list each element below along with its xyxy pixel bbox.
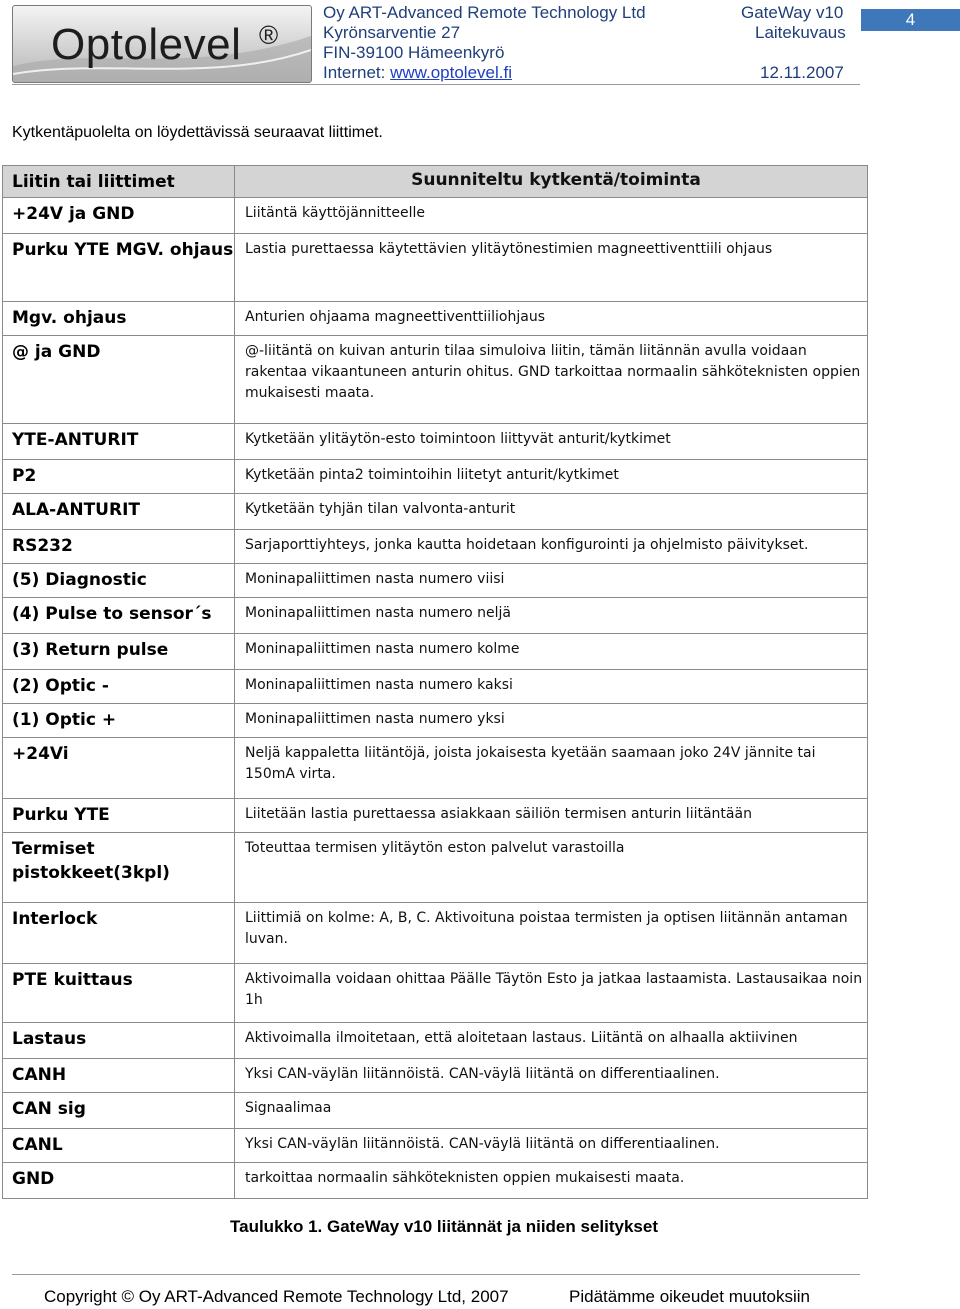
table-row: [3, 494, 868, 530]
connector-cell: +24V ja GND: [3, 198, 235, 234]
description-cell: Yksi CAN-väylän liitännöistä. CAN-väylä liitäntä on differentiaalinen.: [235, 1059, 868, 1093]
description-cell: Signaalimaa: [235, 1093, 868, 1129]
table-row: [3, 670, 868, 704]
description-cell: Liittimiä on kolme: A, B, C. Aktivoituna poistaa termisten ja optisen liitännän antaman luvan.: [235, 903, 868, 964]
connector-cell: YTE-ANTURIT: [3, 424, 235, 460]
description-cell: Anturien ohjaama magneettiventtiiliohjaus: [235, 302, 868, 336]
connector-cell: RS232: [3, 530, 235, 564]
connector-cell: Purku YTE MGV. ohjaus: [3, 234, 235, 302]
description-cell: Liitäntä käyttöjännitteelle: [235, 198, 868, 234]
description-cell: Liitetään lastia purettaessa asiakkaan säiliön termisen anturin liitäntään: [235, 799, 868, 833]
description-cell: @-liitäntä on kuivan anturin tilaa simuloiva liitin, tämän liitännän avulla voidaan rakentaa vikaantuneen anturin ohitus. GND tarkoittaa normaalin sähköteknisten oppien mukaisesti maata.: [235, 336, 868, 424]
description-cell: Yksi CAN-väylän liitännöistä. CAN-väylä liitäntä on differentiaalinen.: [235, 1129, 868, 1163]
document-title: Laitekuvaus: [755, 23, 846, 42]
description-cell: Moninapaliittimen nasta numero kaksi: [235, 670, 868, 704]
document-date: 12.11.2007: [760, 63, 844, 82]
table-caption: Taulukko 1. GateWay v10 liitännät ja niiden selitykset: [230, 1217, 658, 1236]
connector-cell: Mgv. ohjaus: [3, 302, 235, 336]
connector-cell: Purku YTE: [3, 799, 235, 833]
table-row: [3, 234, 868, 302]
connector-cell: (1) Optic +: [3, 704, 235, 738]
connector-cell: PTE kuittaus: [3, 964, 235, 1023]
table-row: [3, 1129, 868, 1163]
column-header-connector: Liitin tai liittimet: [3, 166, 235, 198]
connector-cell: @ ja GND: [3, 336, 235, 424]
description-cell: Moninapaliittimen nasta numero yksi: [235, 704, 868, 738]
connector-cell: CANH: [3, 1059, 235, 1093]
table-row: [3, 336, 868, 424]
company-name: Oy ART-Advanced Remote Technology Ltd: [323, 3, 646, 22]
footer-divider: [12, 1274, 860, 1275]
connector-cell: CAN sig: [3, 1093, 235, 1129]
description-cell: Kytketään pinta2 toimintoihin liitetyt anturit/kytkimet: [235, 460, 868, 494]
table-row: [3, 833, 868, 903]
table-header-row: [3, 166, 868, 198]
product-name: GateWay v10: [741, 3, 844, 22]
optolevel-logo: [12, 5, 312, 83]
rights-notice: Pidätämme oikeudet muutoksiin: [569, 1287, 810, 1306]
table-row: [3, 634, 868, 670]
description-cell: Kytketään tyhjän tilan valvonta-anturit: [235, 494, 868, 530]
table-row: [3, 903, 868, 964]
description-cell: Moninapaliittimen nasta numero viisi: [235, 564, 868, 598]
table-row: [3, 530, 868, 564]
description-cell: Moninapaliittimen nasta numero kolme: [235, 634, 868, 670]
internet-label: Internet:: [323, 63, 386, 82]
company-street: Kyrönsarventie 27: [323, 23, 461, 42]
connector-cell: (4) Pulse to sensor´s: [3, 598, 235, 634]
connector-cell: CANL: [3, 1129, 235, 1163]
connector-cell: ALA-ANTURIT: [3, 494, 235, 530]
copyright-text: Copyright © Oy ART-Advanced Remote Technology Ltd, 2007: [44, 1287, 509, 1306]
intro-text: Kytkentäpuolelta on löydettävissä seuraavat liittimet.: [12, 124, 383, 141]
connector-cell: Termiset pistokkeet(3kpl): [3, 833, 235, 903]
table-row: [3, 964, 868, 1023]
description-cell: Sarjaporttiyhteys, jonka kautta hoidetaan konfigurointi ja ohjelmisto päivitykset.: [235, 530, 868, 564]
table-row: [3, 598, 868, 634]
connector-cell: (5) Diagnostic: [3, 564, 235, 598]
connector-cell: +24Vi: [3, 738, 235, 799]
registered-mark: ®: [259, 20, 279, 50]
description-cell: Toteuttaa termisen ylitäytön eston palvelut varastoilla: [235, 833, 868, 903]
table-row: [3, 198, 868, 234]
table-row: [3, 1059, 868, 1093]
connector-cell: P2: [3, 460, 235, 494]
table-row: [3, 799, 868, 833]
table-row: [3, 564, 868, 598]
connector-table: [2, 165, 868, 1199]
description-cell: Kytketään ylitäytön-esto toimintoon liittyvät anturit/kytkimet: [235, 424, 868, 460]
connector-cell: (2) Optic -: [3, 670, 235, 704]
website-link[interactable]: www.optolevel.fi: [390, 63, 512, 82]
internet-line: [323, 63, 512, 83]
table-row: [3, 460, 868, 494]
table-row: [3, 1093, 868, 1129]
table-row: [3, 738, 868, 799]
column-header-function: Suunniteltu kytkentä/toiminta: [235, 166, 868, 198]
description-cell: Aktivoimalla ilmoitetaan, että aloitetaan lastaus. Liitäntä on alhaalla aktiivinen: [235, 1023, 868, 1059]
connector-cell: Interlock: [3, 903, 235, 964]
description-cell: Aktivoimalla voidaan ohittaa Päälle Täytön Esto ja jatkaa lastaamista. Lastausaikaa noin 1h: [235, 964, 868, 1023]
header-divider: [12, 84, 860, 85]
table-row: [3, 1023, 868, 1059]
connector-cell: Lastaus: [3, 1023, 235, 1059]
description-cell: Neljä kappaletta liitäntöjä, joista jokaisesta kyetään saamaan joko 24V jännite tai 150mA virta.: [235, 738, 868, 799]
connector-cell: GND: [3, 1163, 235, 1199]
company-city: FIN-39100 Hämeenkyrö: [323, 43, 505, 62]
table-row: [3, 424, 868, 460]
description-cell: tarkoittaa normaalin sähköteknisten oppien mukaisesti maata.: [235, 1163, 868, 1199]
page-number: 4: [861, 9, 960, 31]
table-row: [3, 302, 868, 336]
description-cell: Lastia purettaessa käytettävien ylitäytönestimien magneettiventtiili ohjaus: [235, 234, 868, 302]
table-row: [3, 1163, 868, 1199]
logo-text: Optolevel: [51, 20, 242, 69]
connector-cell: (3) Return pulse: [3, 634, 235, 670]
description-cell: Moninapaliittimen nasta numero neljä: [235, 598, 868, 634]
table-row: [3, 704, 868, 738]
